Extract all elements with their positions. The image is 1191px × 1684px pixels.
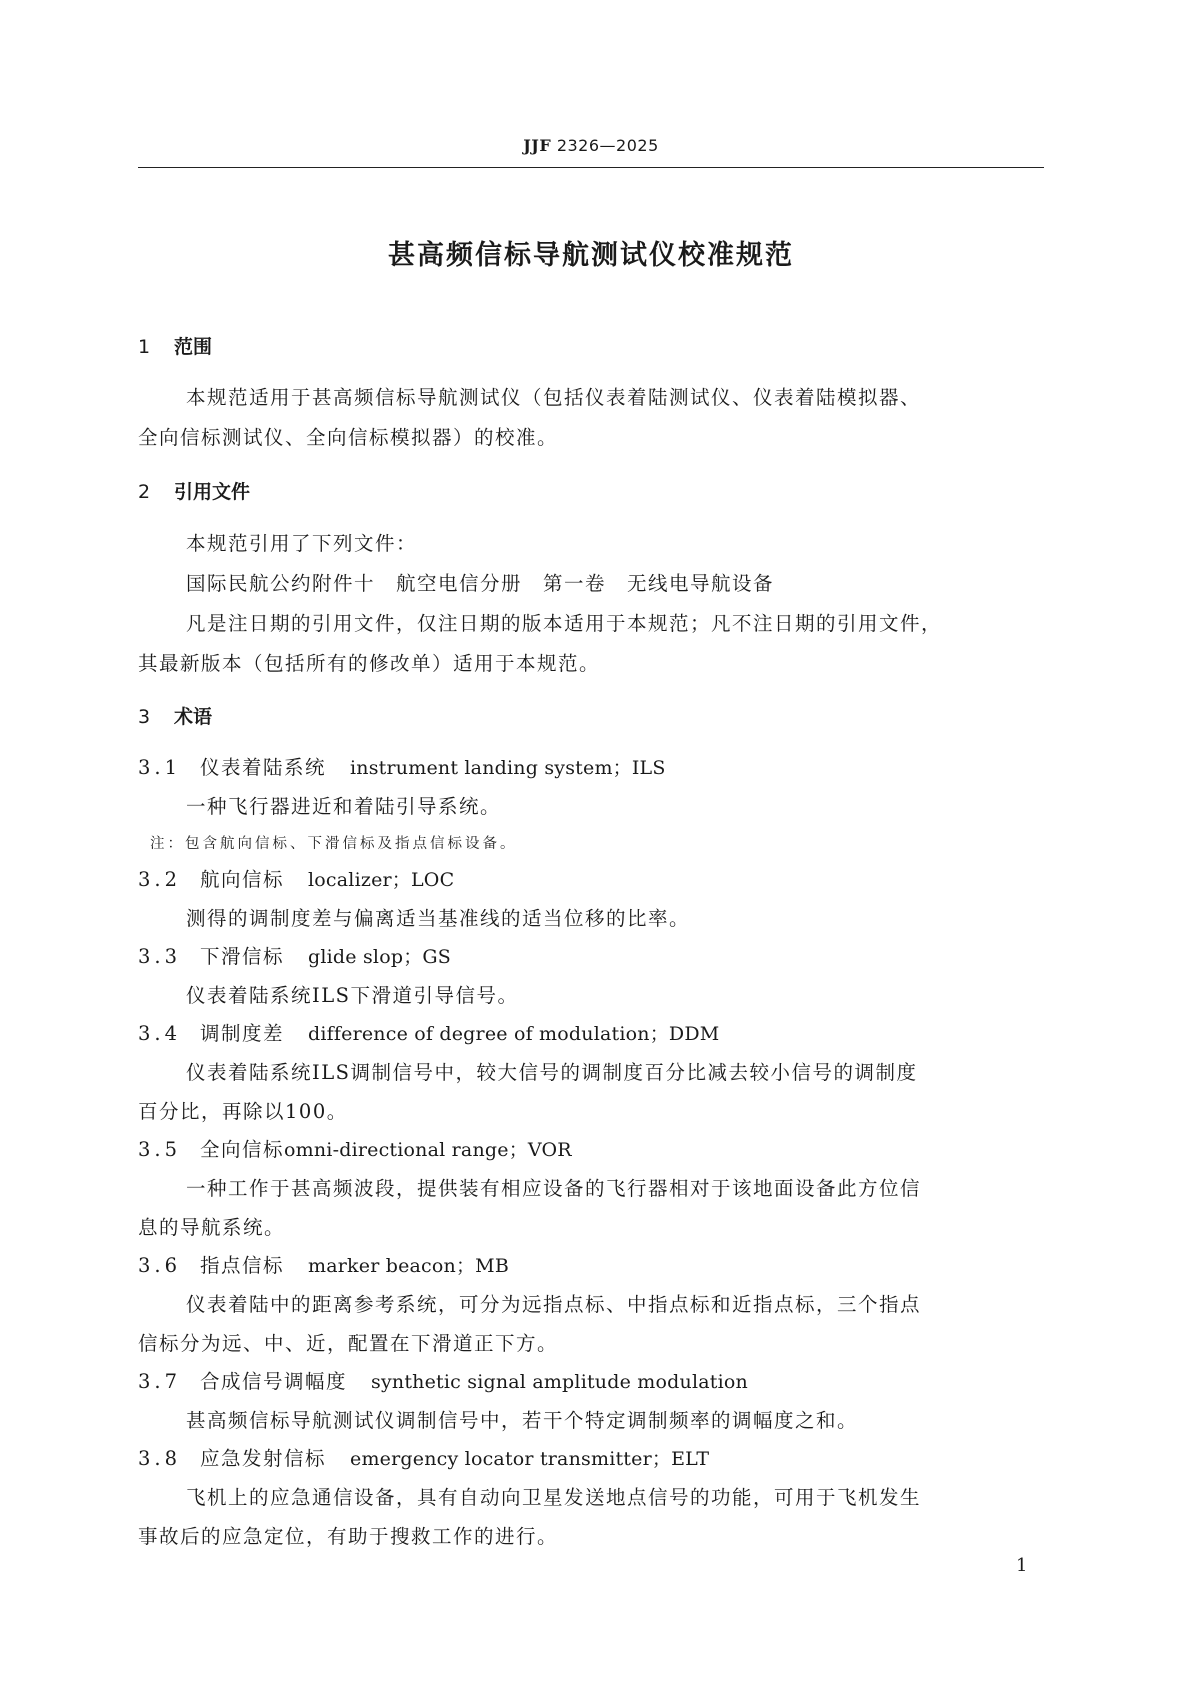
term-number: 3.6: [138, 1254, 182, 1277]
term-3-1: [138, 752, 666, 780]
term-en: marker beacon；MB: [308, 1255, 509, 1277]
page-number: 1: [1016, 1555, 1028, 1576]
section-number: 3: [138, 706, 151, 728]
term-number: 3.7: [138, 1370, 182, 1393]
document-title: 甚高频信标导航测试仪校准规范: [388, 240, 794, 271]
term-definition: 仪表着陆中的距离参考系统，可分为远指点标、中指点标和近指点标，三个指点: [186, 1293, 922, 1316]
term-definition: 仪表着陆系统ILS下滑道引导信号。: [186, 984, 519, 1007]
term-cn: 下滑信标: [200, 945, 285, 968]
term-en: omni-directional range；VOR: [284, 1139, 572, 1161]
term-definition: 仪表着陆系统ILS调制信号中，较大信号的调制度百分比减去较小信号的调制度: [186, 1061, 918, 1084]
term-definition: 飞机上的应急通信设备，具有自动向卫星发送地点信号的功能，可用于飞机发生: [186, 1486, 922, 1509]
term-en: glide slop；GS: [308, 946, 452, 968]
section-number: 2: [138, 481, 151, 503]
term-3-7: [138, 1366, 748, 1394]
term-note: 注：包含航向信标、下滑信标及指点信标设备。: [150, 836, 518, 852]
term-definition: 测得的调制度差与偏离适当基准线的适当位移的比率。: [186, 907, 691, 930]
term-en: emergency locator transmitter；ELT: [350, 1448, 710, 1470]
term-number: 3.3: [138, 945, 182, 968]
term-cn: 航向信标: [200, 868, 285, 891]
section-title: 术语: [174, 706, 213, 728]
term-definition: 一种工作于甚高频波段，提供装有相应设备的飞行器相对于该地面设备此方位信: [186, 1177, 922, 1200]
term-en: synthetic signal amplitude modulation: [371, 1371, 748, 1393]
scope-line-2: 全向信标测试仪、全向信标模拟器）的校准。: [138, 426, 559, 449]
scope-line-1: 本规范适用于甚高频信标导航测试仪（包括仪表着陆测试仪、仪表着陆模拟器、: [186, 386, 922, 409]
section-title: 范围: [174, 336, 213, 358]
refs-line-4: 其最新版本（包括所有的修改单）适用于本规范。: [138, 652, 601, 675]
term-number: 3.5: [138, 1138, 182, 1161]
term-3-6: [138, 1250, 509, 1278]
term-cn: 仪表着陆系统: [200, 756, 327, 779]
standard-code-prefix: JJF: [523, 136, 552, 155]
section-number: 1: [138, 336, 151, 358]
term-cn: 合成信号调幅度: [200, 1370, 348, 1393]
term-3-4: [138, 1018, 719, 1046]
term-definition: 一种飞行器进近和着陆引导系统。: [186, 795, 502, 818]
term-en: difference of degree of modulation；DDM: [308, 1023, 720, 1045]
term-number: 3.4: [138, 1022, 182, 1045]
section-3-heading: [138, 702, 212, 729]
standard-code-number: 2326—2025: [551, 136, 659, 155]
term-definition-cont: 百分比，再除以100。: [138, 1100, 348, 1123]
term-cn: 应急发射信标: [200, 1447, 327, 1470]
header-rule: [138, 167, 1044, 168]
term-cn: 调制度差: [200, 1022, 285, 1045]
refs-line-1: 本规范引用了下列文件：: [186, 532, 418, 555]
term-definition-cont: 息的导航系统。: [138, 1216, 286, 1239]
term-en: instrument landing system；ILS: [350, 757, 666, 779]
term-3-8: [138, 1443, 709, 1471]
term-number: 3.8: [138, 1447, 182, 1470]
section-1-heading: [138, 332, 212, 359]
term-definition-cont: 事故后的应急定位，有助于搜救工作的进行。: [138, 1525, 559, 1548]
term-cn: 指点信标: [200, 1254, 285, 1277]
refs-line-2: 国际民航公约附件十 航空电信分册 第一卷 无线电导航设备: [186, 572, 775, 595]
section-2-heading: [138, 477, 250, 504]
term-number: 3.1: [138, 756, 182, 779]
term-cn: 全向信标: [200, 1138, 285, 1161]
standard-code-header: [138, 136, 1044, 155]
term-number: 3.2: [138, 868, 182, 891]
refs-line-3: 凡是注日期的引用文件，仅注日期的版本适用于本规范；凡不注日期的引用文件，: [186, 612, 943, 635]
term-definition-cont: 信标分为远、中、近，配置在下滑道正下方。: [138, 1332, 559, 1355]
term-3-3: [138, 941, 451, 969]
term-en: localizer；LOC: [308, 869, 455, 891]
term-definition: 甚高频信标导航测试仪调制信号中，若干个特定调制频率的调幅度之和。: [186, 1409, 859, 1432]
term-3-5: [138, 1134, 572, 1162]
term-3-2: [138, 864, 454, 892]
section-title: 引用文件: [174, 481, 251, 503]
